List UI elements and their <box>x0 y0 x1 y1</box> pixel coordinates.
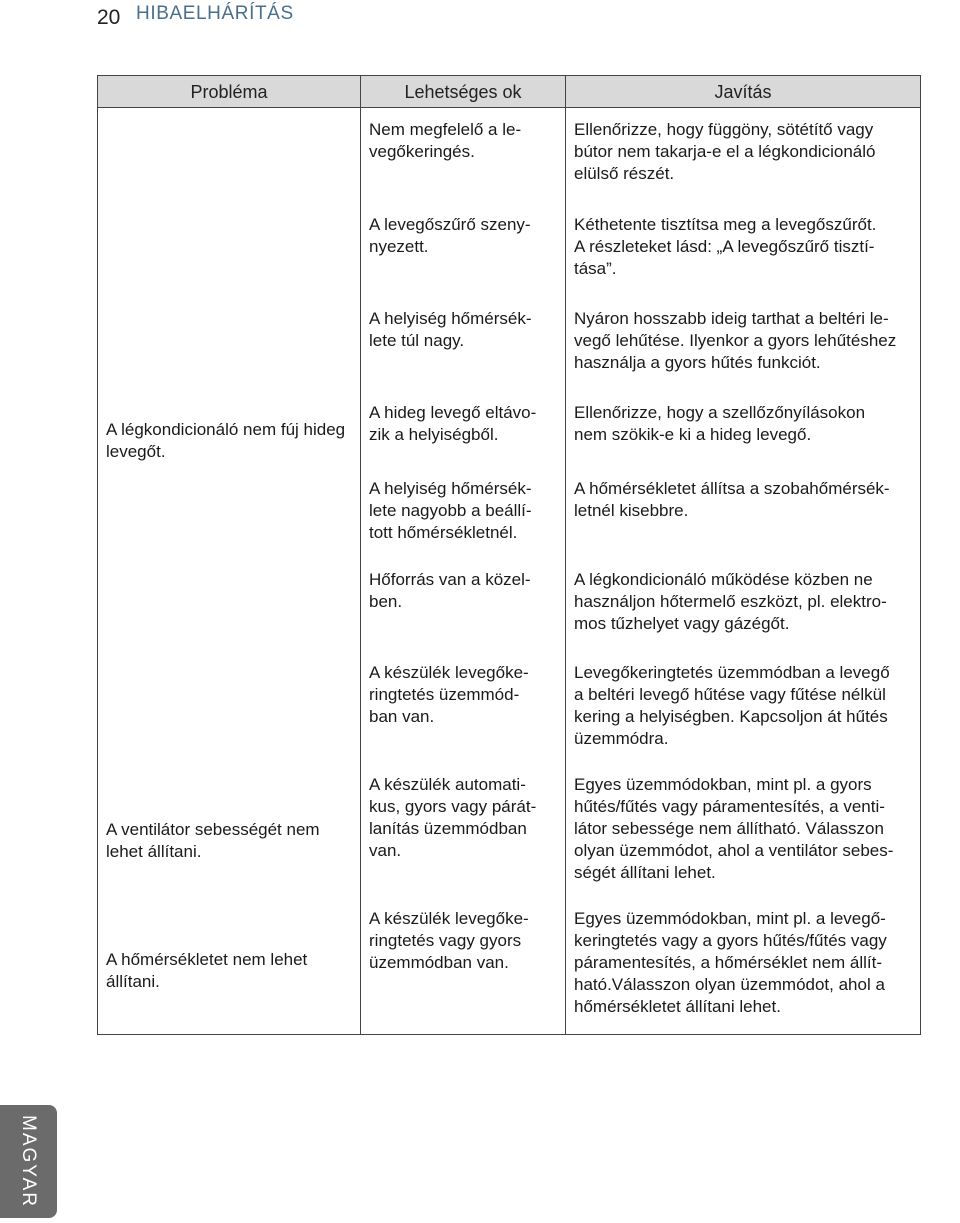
page-number: 20 <box>97 6 121 29</box>
troubleshooting-table <box>97 75 921 1035</box>
cause-text: Nem megfelelő a le- vegőkeringés. <box>369 120 522 161</box>
fix-text: Nyáron hosszabb ideig tarthat a beltéri le- vegő lehűtése. Ilyenkor a gyors lehűtéshez használja a gyors hűtés funkciót. <box>574 309 897 372</box>
problem-cell-no-cold-air <box>98 108 361 775</box>
cause-text: A készülék levegőke- ringtetés üzemmód- ban van. <box>369 663 529 726</box>
table-header-row <box>98 76 921 108</box>
fix-cell <box>566 478 921 569</box>
column-header-problem: Probléma <box>98 76 361 108</box>
fix-cell <box>566 214 921 308</box>
fix-cell <box>566 569 921 662</box>
cause-text: A helyiség hőmérsék- lete túl nagy. <box>369 309 532 350</box>
problem-cell-temperature <box>98 908 361 1035</box>
cause-cell <box>361 108 566 215</box>
cause-cell <box>361 569 566 662</box>
fix-cell <box>566 308 921 402</box>
table-row <box>98 774 921 908</box>
cause-text: A készülék levegőke- ringtetés vagy gyors üzemmódban van. <box>369 909 529 972</box>
section-title: HIBAELHÁRÍTÁS <box>136 3 294 24</box>
language-tab <box>0 1105 57 1218</box>
fix-cell <box>566 402 921 478</box>
cause-cell <box>361 478 566 569</box>
fix-cell <box>566 908 921 1035</box>
column-header-cause: Lehetséges ok <box>361 76 566 108</box>
fix-text: A légkondicionáló működése közben ne használjon hőtermelő eszközt, pl. elektro- mos tűzhelyet vagy gázégőt. <box>574 570 887 633</box>
cause-text: A helyiség hőmérsék- lete nagyobb a beállí- tott hőmérsékletnél. <box>369 479 532 542</box>
cause-cell <box>361 214 566 308</box>
fix-text: Kéthetente tisztítsa meg a levegőszűrőt. A részleteket lásd: „A levegőszűrő tisztí- tása”. <box>574 215 877 278</box>
language-tab-label: MAGYAR <box>18 1115 40 1208</box>
table-row <box>98 108 921 215</box>
fix-text: Levegőkeringtetés üzemmódban a levegő a beltéri levegő hűtése vagy fűtése nélkül kering a helyiségben. Kapcsoljon át hűtés üzemmódra. <box>574 663 890 748</box>
problem-text: A hőmérsékletet nem lehet állítani. <box>106 950 308 991</box>
cause-text: A levegőszűrő szeny- nyezett. <box>369 215 531 256</box>
cause-cell <box>361 908 566 1035</box>
fix-text: Ellenőrizze, hogy a szellőzőnyílásokon nem szökik-e ki a hideg levegő. <box>574 403 866 444</box>
fix-text: Egyes üzemmódokban, mint pl. a levegő- keringtetés vagy a gyors hűtés/fűtés vagy páramentesítés, a hőmérséklet nem állít- ható.Válasszon olyan üzemmódot, ahol a hőmérsékletet állítani lehet. <box>574 909 887 1016</box>
fix-text: A hőmérsékletet állítsa a szobahőmérsék- letnél kisebbre. <box>574 479 890 520</box>
problem-text: A ventilátor sebességét nem lehet állítani. <box>106 820 320 861</box>
problem-cell-fan-speed <box>98 774 361 908</box>
cause-cell <box>361 308 566 402</box>
fix-text: Egyes üzemmódokban, mint pl. a gyors hűtés/fűtés vagy páramentesítés, a venti- látor sebessége nem állítható. Válasszon olyan üzemmódot, ahol a ventilátor sebes- ségét állítani lehet. <box>574 775 894 882</box>
cause-cell <box>361 774 566 908</box>
problem-text: A légkondicionáló nem fúj hideg levegőt. <box>106 420 346 461</box>
fix-text: Ellenőrizze, hogy függöny, sötétítő vagy bútor nem takarja-e el a légkondicionáló elülső részét. <box>574 120 876 183</box>
cause-text: A készülék automati- kus, gyors vagy párát- lanítás üzemmódban van. <box>369 775 537 860</box>
fix-cell <box>566 774 921 908</box>
fix-cell <box>566 662 921 774</box>
cause-text: Hőforrás van a közel- ben. <box>369 570 531 611</box>
column-header-fix: Javítás <box>566 76 921 108</box>
cause-text: A hideg levegő eltávo- zik a helyiségből. <box>369 403 537 444</box>
fix-cell <box>566 108 921 215</box>
cause-cell <box>361 402 566 478</box>
table-row <box>98 908 921 1035</box>
cause-cell <box>361 662 566 774</box>
